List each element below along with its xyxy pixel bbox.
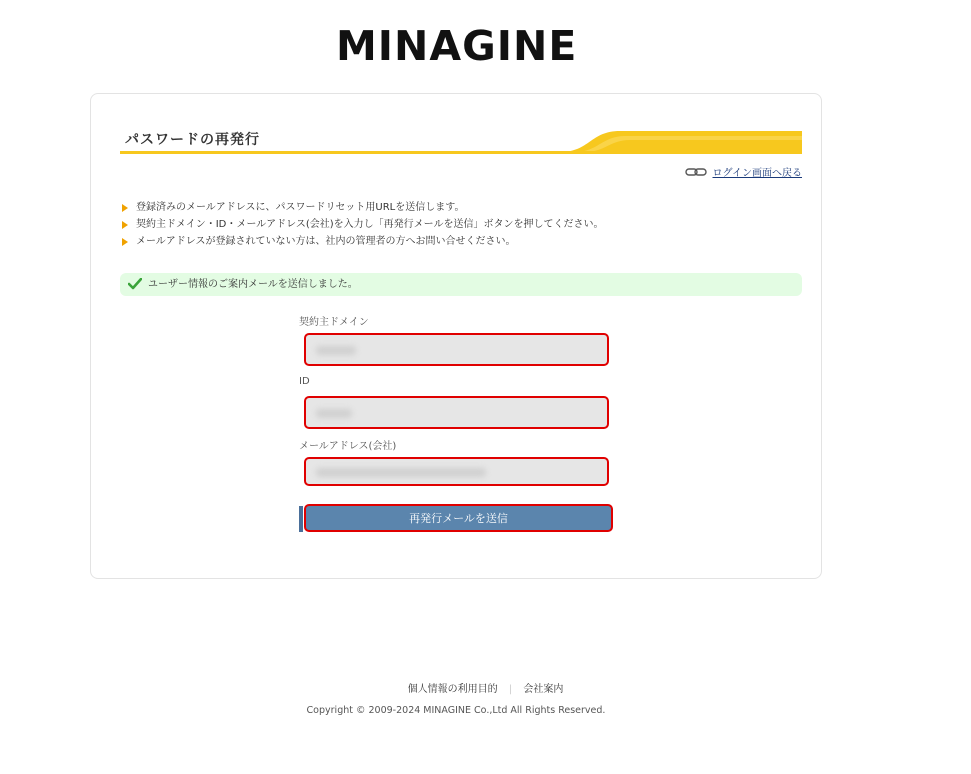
domain-field[interactable]	[304, 333, 609, 366]
section-header	[120, 130, 802, 154]
arrow-right-icon	[122, 238, 128, 246]
minagine-logo: MINAGINE	[336, 22, 578, 70]
footer-divider: |	[508, 684, 513, 695]
send-reissue-email-button[interactable]: 再発行メールを送信	[304, 504, 613, 532]
instruction-item	[122, 199, 603, 216]
submit-area	[299, 504, 615, 532]
redacted-value	[316, 346, 356, 355]
success-message-bar	[120, 273, 802, 296]
instruction-text: 契約主ドメイン・ID・メールアドレス(会社)を入力し「再発行メールを送信」ボタンを押してください。	[136, 219, 604, 230]
domain-label: 契約主ドメイン	[299, 317, 369, 328]
success-message: ユーザー情報のご案内メールを送信しました。	[148, 279, 358, 290]
email-field[interactable]	[304, 457, 609, 486]
instruction-list	[122, 199, 603, 250]
back-to-login-label[interactable]: ログイン画面へ戻る	[712, 168, 802, 179]
arrow-right-icon	[122, 204, 128, 212]
link-chain-icon	[685, 167, 707, 177]
privacy-policy-link[interactable]: 個人情報の利用目的	[407, 684, 498, 695]
id-field[interactable]	[304, 396, 609, 429]
arrow-right-icon	[122, 221, 128, 229]
instruction-item	[122, 216, 603, 233]
instruction-text: メールアドレスが登録されていない方は、社内の管理者の方へお問い合せください。	[136, 236, 516, 247]
button-accent	[299, 506, 303, 532]
email-label: メールアドレス(会社)	[299, 441, 397, 452]
company-info-link[interactable]: 会社案内	[523, 684, 564, 695]
id-label: ID	[299, 376, 310, 387]
redacted-value	[316, 468, 486, 477]
instruction-text: 登録済みのメールアドレスに、パスワードリセット用URLを送信します。	[136, 202, 465, 213]
footer-links	[0, 680, 971, 695]
checkmark-icon	[128, 278, 142, 290]
back-to-login-link[interactable]	[685, 164, 803, 179]
redacted-value	[316, 409, 352, 418]
copyright: Copyright © 2009-2024 MINAGINE Co.,Ltd All Rights Reserved.	[306, 705, 606, 716]
page-title: パスワードの再発行	[125, 132, 260, 148]
instruction-item	[122, 233, 603, 250]
